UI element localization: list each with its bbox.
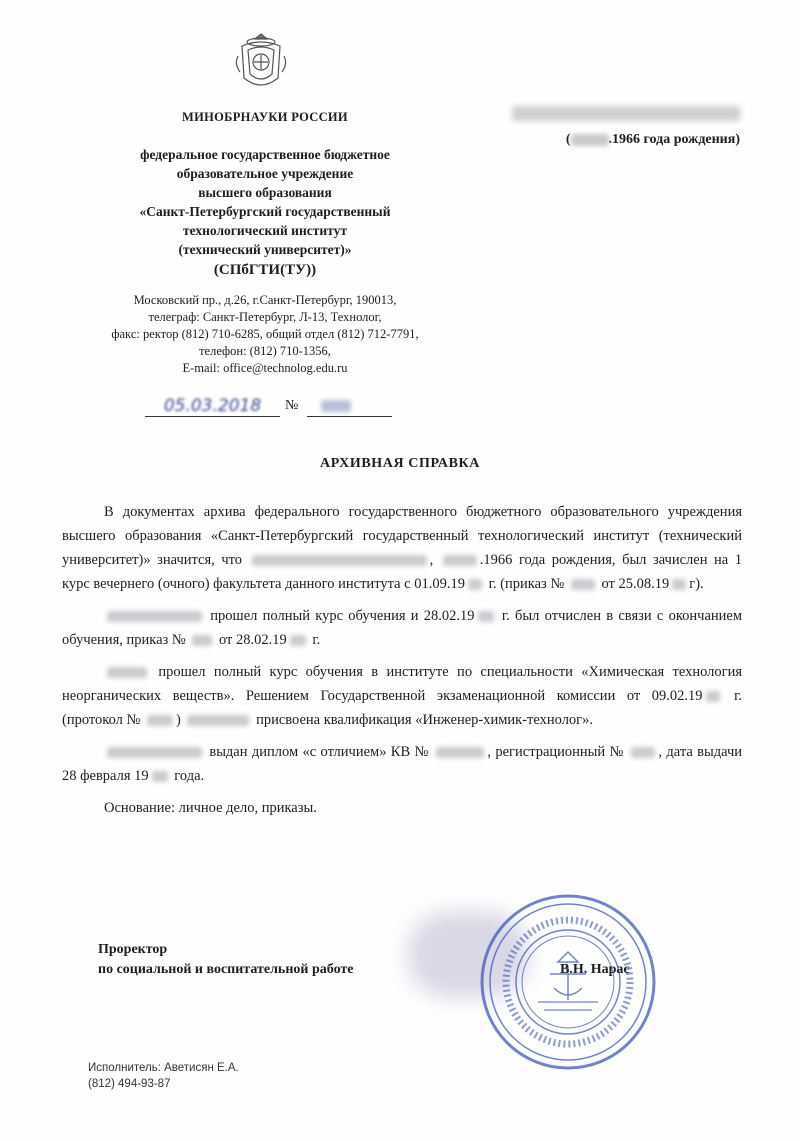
document-title: АРХИВНАЯ СПРАВКА (320, 456, 480, 471)
organization-line: образовательное учреждение (176, 166, 354, 181)
stamp-seal-icon (478, 892, 658, 1072)
signer-name: В.Н. Нарас (560, 962, 630, 977)
redacted-text (107, 667, 147, 678)
paragraph-graduation: прошел полный курс обучения и 28.02.19 г. был отчислен в связи с окончанием обучения, приказ № от 28.02.19 г. (62, 608, 743, 648)
address-line: E-mail: office@technolog.edu.ru (182, 361, 348, 375)
organization-line: «Санкт-Петербургский государственный (139, 204, 391, 219)
paragraph-diploma: выдан диплом «с отличием» КВ № , регистрационный № , дата выдачи 28 февраля 19 года. (62, 744, 742, 784)
redacted-text (478, 611, 494, 622)
redacted-text (468, 579, 482, 590)
address-line: факс: ректор (812) 710-6285, общий отдел (812) 712-7791, (111, 327, 419, 341)
redacted-text (107, 747, 202, 758)
paragraph-qualification: прошел полный курс обучения в институте по специальности «Химическая технология неорганических веществ». Решением Государственной экзаменационной комиссии от 09.02.19 г. (протокол № ) присвоена квалификация «Инженер-химик-технолог». (62, 664, 743, 728)
redacted-text (436, 747, 484, 758)
organization-line: технологический институт (183, 223, 347, 238)
basis-line: Основание: личное дело, приказы. (104, 800, 317, 816)
redacted-text (571, 134, 609, 146)
redacted-text (672, 579, 686, 590)
redacted-text (706, 691, 720, 702)
redacted-text (443, 555, 477, 566)
executor-name: Исполнитель: Аветисян Е.А. (88, 1062, 239, 1074)
redacted-text (571, 579, 595, 590)
address-line: Московский пр., д.26, г.Санкт-Петербург, 190013, (133, 293, 397, 307)
redacted-text (192, 635, 212, 646)
organization-line: федеральное государственное бюджетное (140, 147, 390, 162)
executor-phone: (812) 494-93-87 (88, 1078, 171, 1090)
redacted-text (631, 747, 655, 758)
organization-line: высшего образования (198, 185, 332, 200)
redacted-text (252, 555, 427, 566)
redacted-text (107, 611, 202, 622)
recipient-birth: ( .1966 года рождения) (565, 132, 740, 147)
recipient-name-redacted (512, 106, 740, 121)
recipient-block (500, 106, 740, 148)
registration-line (145, 396, 405, 418)
paragraph-enrollment: В документах архива федерального государственного бюджетного образовательного учреждения высшего образования «Санкт-Петербургский государственный технологический институт (технический университет)» значится, что , .1966 года рождения, был зачислен на 1 курс вечернего (очного) факультета данного института с 01.09.19 г. (приказ № от 25.08.19 г). (62, 504, 743, 592)
registration-number-redacted (307, 396, 392, 417)
organization-block (100, 145, 430, 280)
address-line: телеграф: Санкт-Петербург, Л-13, Технолог, (148, 310, 382, 324)
ministry-name: МИНОБРНАУКИ РОССИИ (182, 110, 348, 124)
redacted-text (290, 635, 306, 646)
redacted-text (147, 715, 173, 726)
registration-date: 05.03.2018 (145, 396, 280, 417)
redacted-text (152, 771, 168, 782)
address-line: телефон: (812) 710-1356, (199, 344, 331, 358)
emblem-icon (232, 28, 290, 96)
address-block (100, 292, 430, 377)
organization-line: (технический университет)» (178, 242, 352, 257)
organization-abbreviation: (СПбГТИ(ТУ)) (213, 262, 317, 278)
document-body (62, 500, 742, 828)
executor-block (88, 1060, 239, 1092)
signature-position: Проректор по социальной и воспитательной работе (98, 942, 354, 977)
number-sign: № (285, 398, 299, 413)
redacted-text (187, 715, 249, 726)
